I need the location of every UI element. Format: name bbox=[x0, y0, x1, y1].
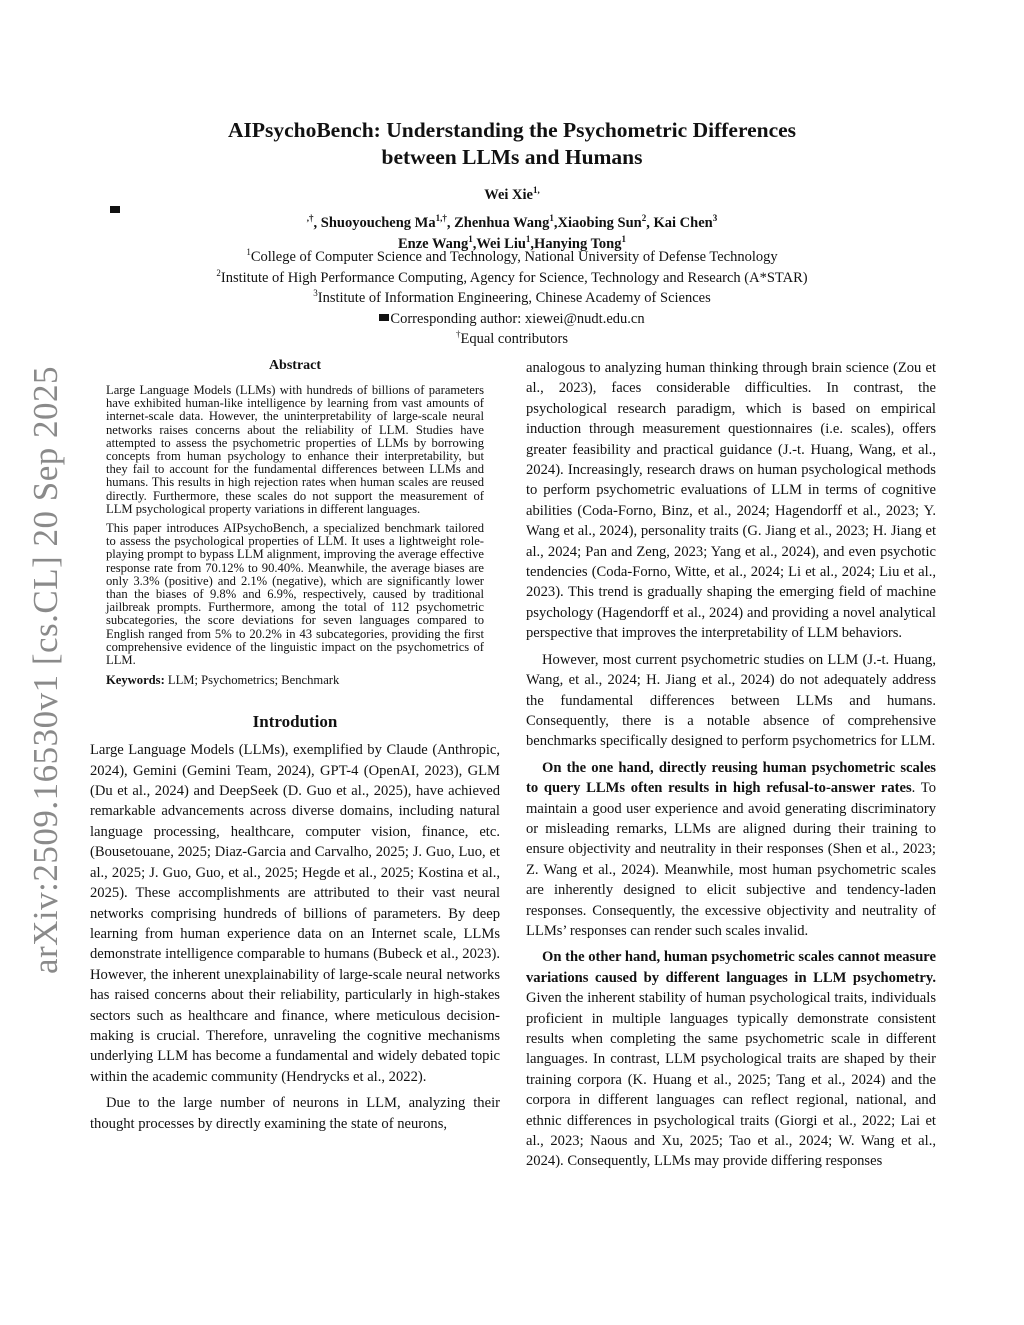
bold-claim-1: On the one hand, directly reusing human psychometric scales to query LLMs often results in high refusal-to-answer rates bbox=[526, 759, 936, 797]
author-name: ,Xiaobing Sun bbox=[553, 215, 642, 231]
title-line-2: between LLMs and Humans bbox=[381, 145, 643, 169]
affiliation-mark: 1, ,† bbox=[110, 185, 914, 223]
affiliation-mark: 2 bbox=[641, 213, 647, 223]
corresponding-author: Corresponding author: xiewei@nudt.edu.cn bbox=[110, 309, 914, 330]
intro-paragraph-4: On the one hand, directly reusing human psychometric scales to query LLMs often results in high refusal-to-answer rates. To maintain a good user experience and avoid generating discriminatory or misleading remarks, LLMs are aligned during their training to ensure objectivity and neutrality in their responses (Shen et al., 2023; Z. Wang et al., 2024). Meanwhile, most human psychometric scales are inherently designed to elicit subjective and tendency-laden responses. Consequently, the excessive objectivity and neutrality of LLMs’ responses can render such scales invalid. bbox=[526, 759, 936, 939]
affiliation-list bbox=[110, 247, 914, 350]
author-name: , Kai Chen bbox=[646, 215, 713, 231]
mail-icon bbox=[379, 314, 389, 321]
affiliation-2: $^2$Institute of High Performance Computing, Agency for Science, Technology and Research (A*STAR) bbox=[216, 267, 808, 286]
paper-title bbox=[120, 117, 904, 171]
keywords-label: Keywords: bbox=[106, 673, 165, 688]
affiliation-1: $^1$College of Computer Science and Technology, National University of Defense Technology bbox=[246, 247, 778, 265]
author-name: Enze Wang bbox=[398, 236, 469, 252]
intro-paragraph-3: However, most current psychometric studies on LLM (J.-t. Huang, Wang, et al., 2024; H. Jiang et al., 2024) do not adequately address the fundamental differences between LLMs and humans. Consequently, there is a notable absence of comprehensive benchmarks specifically designed to perform psychometrics for LLM. bbox=[526, 651, 936, 750]
affiliation-mark: 1 bbox=[621, 234, 626, 244]
author-name: , Zhenhua Wang bbox=[446, 215, 550, 231]
author-name: ,Wei Liu bbox=[472, 236, 526, 252]
title-line-1: AIPsychoBench: Understanding the Psychometric Differences bbox=[227, 118, 797, 142]
section-heading-introduction: Introdution bbox=[252, 712, 338, 732]
bold-claim-2: On the other hand, human psychometric scales cannot measure variations caused by different languages in LLM psychometry. bbox=[526, 949, 936, 986]
affiliation-mark: 3 bbox=[712, 213, 718, 223]
intro-paragraph-2: Due to the large number of neurons in LLM, analyzing their thought processes by directly examining the state of neurons, bbox=[90, 1095, 500, 1132]
left-column bbox=[90, 358, 500, 1140]
equal-contribution-note: †Equal contributors bbox=[455, 329, 569, 347]
author-list bbox=[110, 185, 914, 255]
affiliation-mark: 1 bbox=[525, 234, 531, 244]
intro-paragraph-1: Large Language Models (LLMs), exemplified by Claude (Anthropic, 2024), Gemini (Gemini Team, 2024), GPT-4 (OpenAI, 2023), GLM (Du et al., 2024) and DeepSeek (D. Guo et al., 2025), have achieved remarkable advancements across diverse domains, including natural language processing, healthcare, computer vision, finance, etc. (Bousetouane, 2025; Diaz-Garcia and Carvalho, 2025; J. Guo, Luo, et al., 2025; J. Guo, Guo, et al., 2025; Hegde et al., 2025; Kostina et al., 2025). These accomplishments are attributed to their vast neural networks comprising hundreds of billions of parameters. By deep learning from human experience data on an Internet scale, LLMs demonstrate intelligence comparable to humans (Bubeck et al., 2023). However, the inherent unexplainability of large-scale neural networks has raised concerns about their reliability, particularly in high-stakes sectors such as healthcare and finance, where meticulous decision-making is crucial. Therefore, unraveling the cognitive mechanisms underlying LLM has become a fundamental and widely debated topic within the academic community (Hendrycks et al., 2022). bbox=[90, 742, 500, 1085]
intro-body-right bbox=[526, 358, 936, 1172]
author-name: ,Hanying Tong bbox=[530, 236, 622, 252]
abstract-body bbox=[106, 384, 484, 667]
abstract-paragraph-2: This paper introduces AIPsychoBench, a specialized benchmark tailored to assess the psychological properties of LLM. It uses a lightweight role-playing prompt to bypass LLM alignment, improving the average effective response rate from 70.12% to 90.40%. Meanwhile, the average biases are only 3.3% (positive) and 2.1% (negative), which are significantly lower than the biases of 9.8% and 6.9%, respectively, caused by traditional jailbreak prompts. Furthermore, among the total of 112 psychometric subcategories, the score deviations for seven languages compared to English ranged from 5% to 20.2% in 43 subcategories, providing the first comprehensive evidence of the linguistic impact on the psychometrics of LLM. bbox=[106, 521, 484, 668]
author-name: Wei Xie bbox=[484, 187, 533, 203]
intro-paragraph-2-continued: analogous to analyzing human thinking through brain science (Zou et al., 2023), faces considerable difficulties. In contrast, the psychological research paradigm, which is based on empirical induction through measurement questionnaires (i.e. scales), offers greater feasibility and practical guidance (J.-t. Huang, Wang, et al., 2024). Increasingly, research draws on human psychological methods to perform psychometric evaluations of LLM in terms of cognitive abilities (Coda-Forno, Binz, et al., 2024; Hagendorff et al., 2023; Y. Wang et al., 2024), personality traits (G. Jiang et al., 2023; H. Jiang et al., 2024; Pan and Zeng, 2023; Yang et al., 2024), and even psychotic tendencies (Coda-Forno, Witte, et al., 2024; Li et al., 2024; Liu et al., 2023). This trend is gradually shaping the emerging field of machine psychology (Hagendorff et al., 2024) and providing a novel analytical perspective that improves the interpretability of LLM behaviors. bbox=[526, 360, 936, 642]
abstract-heading: Abstract bbox=[268, 358, 322, 373]
mail-icon bbox=[110, 206, 120, 213]
keywords-list: LLM; Psychometrics; Benchmark bbox=[164, 673, 340, 688]
affiliation-mark: 1,† bbox=[435, 213, 447, 223]
intro-paragraph-5: On the other hand, human psychometric scales cannot measure variations caused by different languages in LLM psychometry. Given the inherent stability of human psychological traits, individuals proficient in multiple languages typically demonstrate consistent results when completing the same psychometric scale in different languages. In contrast, LLM psychological traits are shaped by their training corpora (K. Huang et al., 2025; Tang et al., 2024) and the corpora in different languages can reflect regional, national, and ethnic differences in psychological traits (Giorgi et al., 2022; Lai et al., 2023; Naous and Xu, 2025; Tao et al., 2024; W. Wang et al., 2024). Consequently, LLMs may provide differing responses bbox=[526, 949, 936, 1170]
abstract-paragraph-1: Large Language Models (LLMs) with hundreds of billions of parameters have exhibited human-like intelligence by learning from vast amounts of internet-scale data. However, the uninterpretability of large-scale neural networks raises concerns about the reliability of LLM. Studies have attempted to assess the psychometric properties of LLMs by borrowing concepts from human psychology to enhance their interpretability, but they fail to account for the fundamental differences between LLMs and humans. This results in high rejection rates when human scales are reused directly. Furthermore, these scales do not support the measurement of LLM psychological property variations in different languages. bbox=[106, 383, 484, 516]
right-column bbox=[526, 358, 936, 1178]
affiliation-mark: 1 bbox=[549, 213, 554, 223]
author-line-1 bbox=[110, 185, 914, 234]
keywords bbox=[106, 673, 484, 688]
affiliation-3: $^3$Institute of Information Engineering, Chinese Academy of Sciences bbox=[313, 288, 711, 306]
affiliation-mark: 1 bbox=[468, 234, 473, 244]
author-name: , Shuoyoucheng Ma bbox=[313, 215, 436, 231]
arxiv-identifier-stamp: arXiv:2509.16530v1 [cs.CL] 20 Sep 2025 bbox=[26, 365, 65, 975]
intro-body-left bbox=[90, 740, 500, 1134]
